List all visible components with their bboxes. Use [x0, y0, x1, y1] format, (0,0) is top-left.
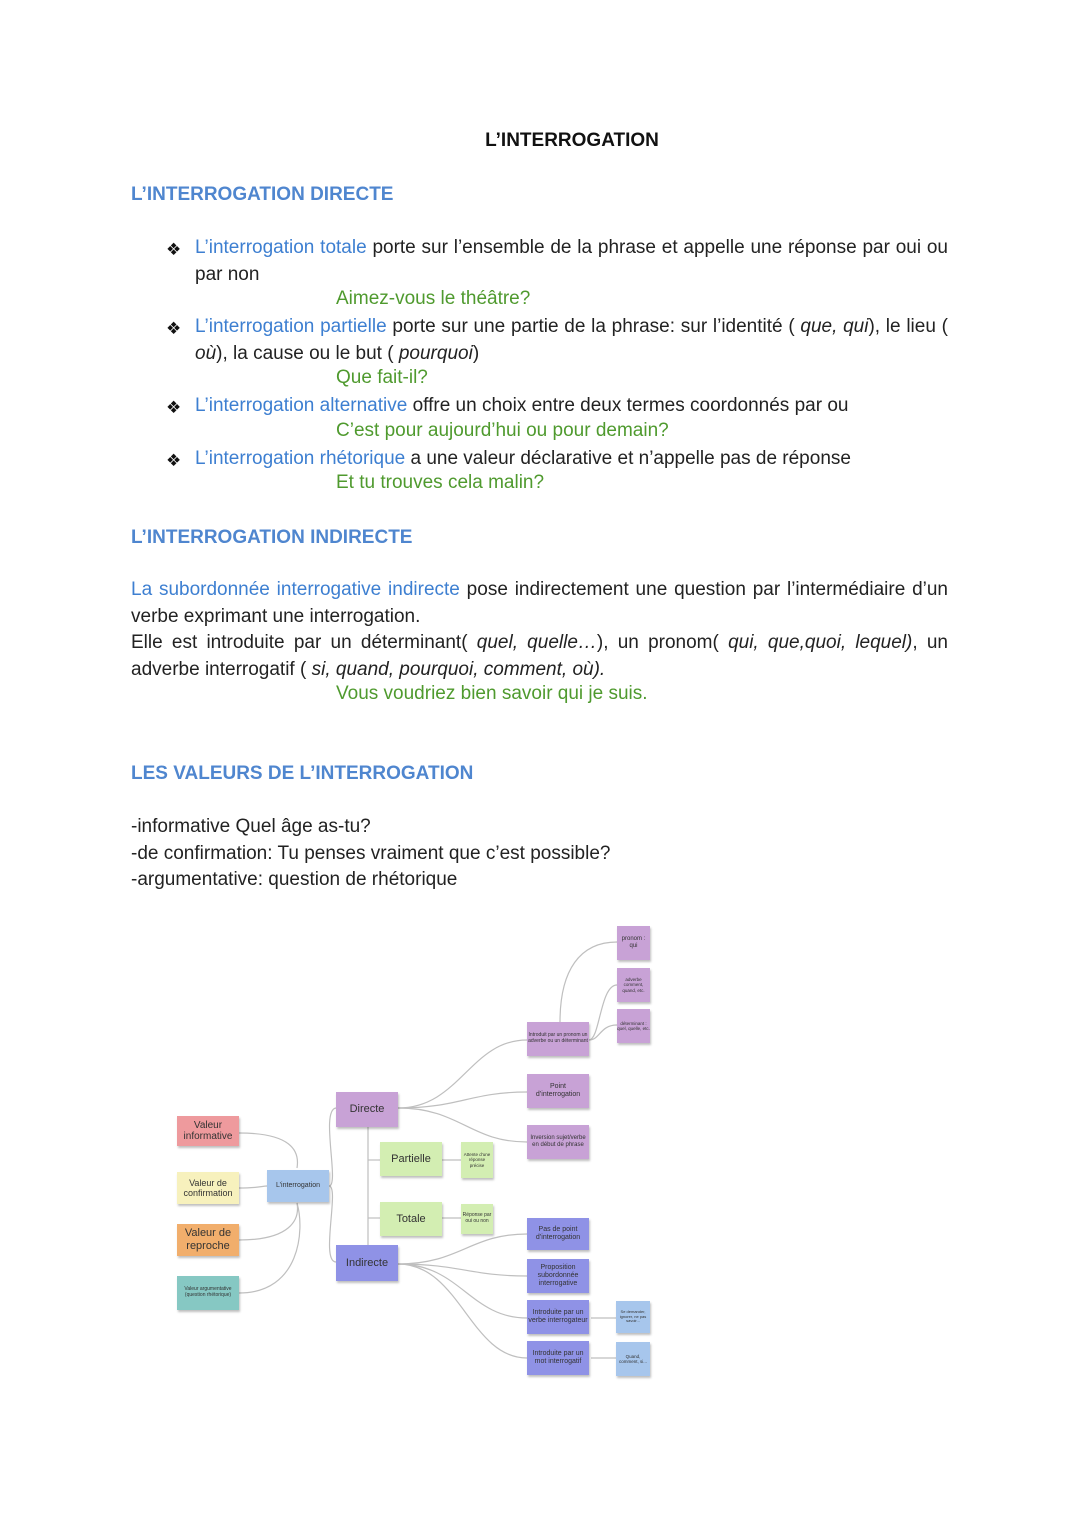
text-part-italic: qui, que,quoi, lequel): [728, 632, 913, 653]
mindmap-partielle-note: Attente d’une réponse précise: [461, 1142, 493, 1178]
mindmap-valeur-reproche: Valeur de reproche: [177, 1224, 239, 1256]
mindmap-inversion: Inversion sujet/verbe en début de phrase: [527, 1125, 589, 1159]
mindmap-totale-note: Réponse par oui ou non: [461, 1204, 493, 1234]
mindmap-center: L’interrogation: [267, 1170, 329, 1202]
diamond-bullet-icon: ❖: [166, 451, 182, 470]
heading-directe: L’INTERROGATION DIRECTE: [131, 184, 394, 205]
term-subordonnee: La subordonnée interrogative indirecte: [131, 579, 460, 600]
text-part: ): [472, 342, 480, 364]
mindmap-verbe-interrogateur: Introduite par un verbe interrogateur: [527, 1300, 589, 1334]
mindmap-introduit-par: Introduit par un pronom un adverbe ou un déterminant: [527, 1022, 589, 1056]
mindmap-valeur-argumentative: Valeur argumentative (question rhétorique): [177, 1276, 239, 1310]
text-part: ), le lieu (: [868, 316, 948, 337]
text-rhetorique: a une valeur déclarative et n’appelle pas de réponse: [405, 448, 851, 469]
valeur-line-informative: -informative Quel âge as-tu?: [131, 816, 371, 837]
example-indirecte: Vous voudriez bien savoir qui je suis.: [336, 683, 648, 704]
mindmap-totale: Totale: [380, 1202, 442, 1236]
example-rhetorique: Et tu trouves cela malin?: [336, 472, 545, 493]
mindmap-partielle: Partielle: [380, 1142, 442, 1176]
text-part: , un adverbe interrogatif (: [131, 632, 948, 680]
diamond-bullet-icon: ❖: [166, 319, 182, 338]
text-part-italic: quel, quelle…: [476, 632, 597, 653]
mindmap-mot-note: Quand, comment, si...: [616, 1342, 650, 1376]
text-part: ), la cause ou le but (: [216, 342, 399, 364]
mindmap-point-interrogation: Point d’interrogation: [527, 1074, 589, 1108]
term-rhetorique: L’interrogation rhétorique: [195, 448, 406, 469]
mindmap-determinant: déterminant : quel, quelle, etc.: [617, 1009, 650, 1043]
term-totale: L’interrogation totale: [195, 237, 367, 258]
text-totale: porte sur l’ensemble de la phrase et appelle une réponse par oui ou par non: [195, 237, 948, 285]
valeur-line-argumentative: -argumentative: question de rhétorique: [131, 869, 458, 890]
p1-text: pose indirectement une question par l’intermédiaire d’un verbe exprimant une interrogation.: [131, 579, 948, 627]
heading-valeurs: LES VALEURS DE L’INTERROGATION: [131, 763, 474, 784]
text-part: ), un pronom(: [596, 632, 729, 653]
mindmap-directe: Directe: [336, 1092, 398, 1127]
mindmap-mot-interrogatif: Introduite par un mot interrogatif: [527, 1341, 589, 1375]
text-part-italic: pourquoi: [398, 342, 473, 364]
heading-indirecte: L’INTERROGATION INDIRECTE: [131, 527, 413, 548]
mindmap-pronom: pronom : qui: [617, 926, 650, 960]
text-part: Elle est introduite par un déterminant(: [131, 632, 477, 653]
term-alternative: L’interrogation alternative: [195, 395, 408, 416]
valeur-line-confirmation: -de confirmation: Tu penses vraiment que c’est possible?: [131, 843, 611, 864]
example-alternative: C’est pour aujourd’hui ou pour demain?: [336, 420, 669, 441]
mindmap-adverbe: adverbe comment, quand, etc.: [617, 968, 650, 1002]
mindmap-indirecte: Indirecte: [336, 1245, 398, 1281]
mindmap-verbe-note: Se demander, ignorer, ne pas savoir...: [616, 1301, 650, 1333]
page-title: L’INTERROGATION: [485, 130, 659, 151]
example-partielle: Que fait-il?: [336, 367, 428, 388]
text-part-italic: si, quand, pourquoi, comment, où).: [311, 658, 606, 680]
mindmap-valeur-informative: Valeur informative: [177, 1116, 239, 1146]
diamond-bullet-icon: ❖: [166, 240, 182, 259]
text-alternative: offre un choix entre deux termes coordonnés par ou: [407, 395, 849, 416]
term-partielle: L’interrogation partielle: [195, 316, 387, 337]
mindmap-proposition-subordonnee: Proposition subordonnée interrogative: [527, 1259, 589, 1293]
text-part-italic: où: [195, 342, 217, 364]
mindmap-pas-de-point: Pas de point d’interrogation: [527, 1218, 589, 1250]
diamond-bullet-icon: ❖: [166, 398, 182, 417]
example-totale: Aimez-vous le théâtre?: [336, 288, 531, 309]
text-part-italic: que, qui: [800, 316, 869, 337]
text-part: porte sur une partie de la phrase: sur l’identité (: [386, 316, 801, 337]
mindmap-valeur-confirmation: Valeur de confirmation: [177, 1172, 239, 1204]
